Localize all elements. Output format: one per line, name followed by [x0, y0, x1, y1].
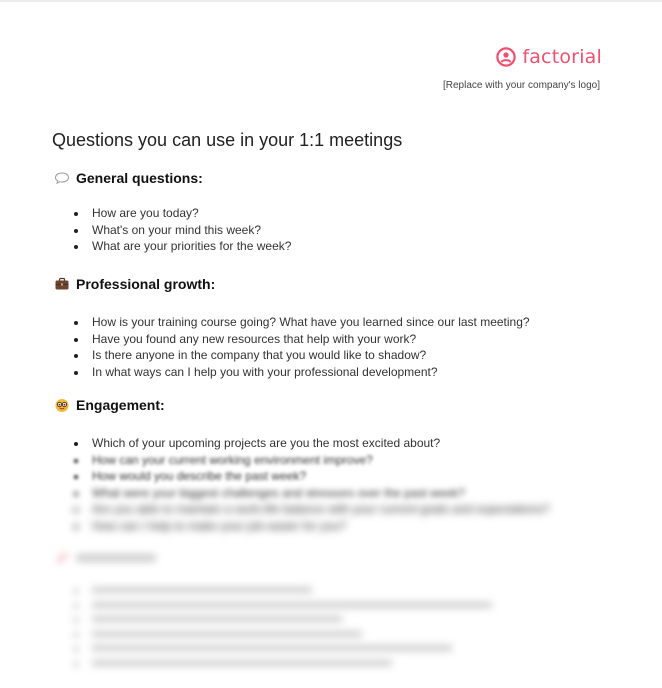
section-heading	[54, 395, 550, 415]
company-logo	[496, 46, 602, 68]
section-heading-text: Engagement:	[76, 397, 165, 413]
section-heading	[54, 274, 530, 294]
section-blurred	[54, 548, 492, 671]
nerd-face-icon	[54, 397, 70, 413]
list-item: Is there anyone in the company that you would like to shadow?	[54, 347, 530, 364]
list-item: Are you able to maintain a work-life balance with your current goals and expectations?	[54, 501, 550, 518]
question-list	[54, 435, 550, 534]
top-divider	[0, 0, 662, 2]
list-item: What are your priorities for the week?	[54, 238, 291, 255]
question-list	[54, 314, 530, 380]
list-item: Which of your upcoming projects are you the most excited about?	[54, 435, 550, 452]
list-item: How can I help to make your job easier for you?	[54, 518, 550, 535]
list-item	[54, 599, 492, 614]
list-item	[54, 613, 492, 628]
factorial-logo-icon	[496, 47, 516, 67]
list-item	[54, 584, 492, 599]
list-item	[54, 642, 492, 657]
logo-placeholder-note: [Replace with your company's logo]	[443, 80, 600, 91]
list-item: Have you found any new resources that help with your work?	[54, 331, 530, 348]
list-item: What were your biggest challenges and stressors over the past week?	[54, 485, 550, 502]
list-item: In what ways can I help you with your professional development?	[54, 364, 530, 381]
page-title: Questions you can use in your 1:1 meetings	[52, 130, 403, 150]
section-heading	[54, 548, 492, 568]
speech-bubble-icon	[54, 170, 70, 186]
question-list	[54, 205, 291, 255]
section-engagement	[54, 395, 550, 534]
logo-wordmark: factorial	[522, 46, 602, 68]
section-general-questions	[54, 168, 291, 255]
question-list	[54, 584, 492, 671]
section-heading-placeholder	[76, 554, 156, 562]
list-item: What's on your mind this week?	[54, 222, 291, 239]
section-heading-text: Professional growth:	[76, 276, 216, 292]
list-item	[54, 657, 492, 672]
briefcase-icon	[54, 276, 70, 292]
list-item: How is your training course going? What have you learned since our last meeting?	[54, 314, 530, 331]
list-item: How are you today?	[54, 205, 291, 222]
list-item	[54, 628, 492, 643]
list-item: How would you describe the past week?	[54, 468, 550, 485]
section-professional-growth	[54, 274, 530, 380]
list-item: How can your current working environment improve?	[54, 452, 550, 469]
section-heading-text: General questions:	[76, 170, 203, 186]
section-heading	[54, 168, 291, 188]
pencil-icon	[54, 550, 70, 566]
